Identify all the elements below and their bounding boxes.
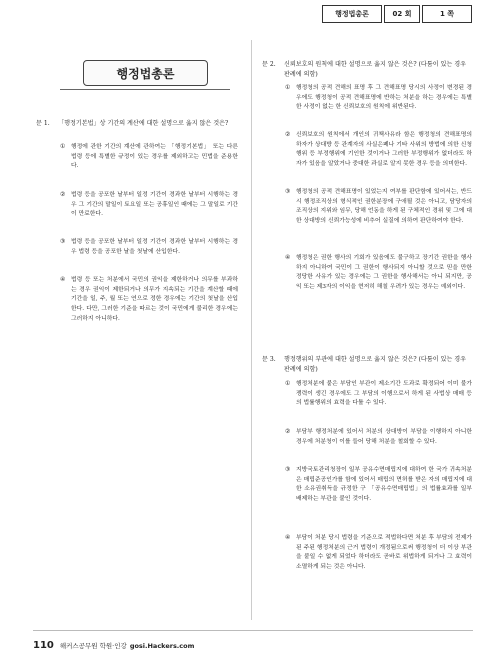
option-marker: ① — [285, 381, 291, 387]
option-marker: ③ — [285, 467, 291, 473]
option-marker: ③ — [60, 239, 66, 245]
question-2-text: 신뢰보호의 원칙에 대한 설명으로 옳지 않은 것은? (다툼이 있는 경우 판례에 의함) — [284, 61, 467, 78]
option-text: 법령 등 또는 처분에서 국민의 권익을 제한하거나 의무를 부과하는 경우 권익이 제한되거나 의무가 지속되는 기간을 계산할 때에 기간을 일, 주, 월 또는 연으로 정한 경우에는 기간의 첫날을 산입한다. 다만, 그러한 기준을 따르는 것이 국민에게 불리한 경우에는 그러하지 아니하다. — [71, 277, 238, 322]
header-page: 1 쪽 — [439, 10, 455, 18]
question-1-option-4[interactable] — [60, 276, 238, 325]
option-text: 신뢰보호의 원칙에서 개인의 귀책사유라 함은 행정청의 견해표명의 하자가 상대방 등 관계자의 사실은폐나 기타 사위의 방법에 의한 신청행위 등 부정행위에 기인한 것이거나 그러한 부정행위가 없더라도 하자가 있음을 알았거나 중대한 과실로 알지 못한 경우 등을 의미한다. — [296, 132, 472, 168]
question-1-option-2[interactable] — [60, 191, 238, 220]
option-marker: ④ — [60, 277, 66, 283]
option-text: 행정청은 권한 행사의 기회가 있음에도 불구하고 장기간 권한을 행사하지 아니하여 국민이 그 권한이 행사되지 아니할 것으로 믿을 만한 정당한 사유가 있는 경우에는 그 권한을 행사해서는 아니 되지만, 공익 또는 제3자의 이익을 현저히 해칠 우려가 있는 경우는 예외이다. — [296, 255, 472, 291]
question-3-option-3[interactable] — [285, 466, 472, 505]
question-1-text: 「행정기본법」상 기간의 계산에 대한 설명으로 옳지 않은 것은? — [58, 120, 229, 127]
option-marker: ④ — [285, 535, 291, 541]
question-2-option-1[interactable] — [285, 84, 472, 113]
question-1-option-1[interactable] — [60, 143, 238, 172]
option-text: 행정에 관한 기간의 계산에 관하여는 「행정기본법」 또는 다른 법령 등에 특별한 규정이 있는 경우를 제외하고는 민법을 준용한다. — [71, 144, 238, 170]
question-3-text: 행정행위의 부관에 대한 설명으로 옳지 않은 것은? (다툼이 있는 경우 판례에 의함) — [284, 356, 467, 373]
option-marker: ② — [285, 132, 291, 138]
question-3-number: 문 3. — [262, 356, 276, 363]
footer-academy: 해커스공무원 학원·인강 — [59, 642, 127, 650]
header-round: 02 회 — [392, 10, 412, 18]
question-2-option-4[interactable] — [285, 254, 472, 293]
footer-url-link[interactable]: gosi.Hackers.com — [129, 641, 195, 650]
column-divider — [251, 40, 252, 620]
question-2-option-2[interactable] — [285, 131, 472, 170]
header-round-box — [384, 5, 420, 23]
question-2-number: 문 2. — [262, 61, 276, 68]
footer — [33, 640, 194, 651]
option-marker: ③ — [285, 189, 291, 195]
question-2-option-3[interactable] — [285, 188, 472, 227]
question-3-option-2[interactable] — [285, 428, 472, 447]
header-subject-box — [322, 5, 382, 23]
page-title-box — [83, 60, 208, 86]
option-text: 행정청의 공적 견해표명이 있었는지 여부를 판단함에 있어서는, 반드시 행정조직상의 형식적인 권한분장에 구애될 것은 아니고, 담당자의 조직상의 지위와 임무, 당해 언동을 하게 된 구체적인 경위 및 그에 대한 상대방의 신뢰가능성에 비추어 실질에 의하여 판단하여야 한다. — [296, 189, 472, 225]
header-page-box — [422, 5, 472, 23]
page-title: 행정법총론 — [116, 66, 175, 81]
option-text: 행정청의 공적 견해의 표명 후 그 견해표명 당시의 사정이 변경된 경우에도 행정청이 공적 견해표명에 반하는 처분을 하는 경우에는 특별한 사정이 없는 한 신뢰보호의 원칙에 위반된다. — [296, 85, 472, 111]
option-text: 법령 등을 공포한 날부터 일정 기간이 경과한 날부터 시행하는 경우 법령 등을 공포한 날을 첫날에 산입한다. — [71, 239, 238, 255]
option-text: 법령 등을 공포한 날부터 일정 기간이 경과한 날부터 시행하는 경우 그 기간의 말일이 토요일 또는 공휴일인 때에는 그 말일로 기간이 만료한다. — [71, 192, 238, 218]
option-text: 부담부 행정처분에 있어서 처분의 상대방이 부담을 이행하지 아니한 경우에 처분청이 이를 들어 당해 처분을 철회할 수 있다. — [296, 429, 472, 445]
question-3-option-1[interactable] — [285, 380, 472, 409]
footer-rule — [33, 630, 473, 631]
option-marker: ① — [60, 144, 66, 150]
option-marker: ④ — [285, 255, 291, 261]
question-3-option-4[interactable] — [285, 534, 472, 573]
question-1-option-3[interactable] — [60, 238, 238, 257]
option-text: 지방국토관리청장이 일부 공유수면매립지에 대하여 한 국가 귀속처분은 매립준공인가를 함에 있어서 매립의 면허를 받은 자의 매립지에 대한 소유권취득을 규정한 구 「공유수면매립법」의 법률효과를 일부 배제하는 부관을 붙인 것이다. — [296, 467, 472, 503]
option-text: 부담이 처분 당시 법령을 기준으로 적법하다면 처분 후 부담의 전제가 된 주된 행정처분의 근거 법령이 개정됨으로써 행정청이 더 이상 부관을 붙일 수 없게 되었다 하더라도 곧바로 위법하게 되거나 그 효력이 소멸하게 되는 것은 아니다. — [296, 535, 472, 571]
header-subject: 행정법총론 — [335, 10, 369, 18]
option-marker: ② — [285, 429, 291, 435]
option-text: 행정처분에 붙은 부담인 부관이 제소기간 도과로 확정되어 이미 불가쟁력이 생긴 경우에도 그 부담의 이행으로서 하게 된 사법상 매매 등의 법률행위의 효력을 다툴 수 있다. — [296, 381, 472, 407]
title-underline — [60, 89, 230, 90]
option-marker: ① — [285, 85, 291, 91]
option-marker: ② — [60, 192, 66, 198]
question-1-number: 문 1. — [36, 120, 50, 127]
footer-page-number: 110 — [33, 640, 54, 651]
